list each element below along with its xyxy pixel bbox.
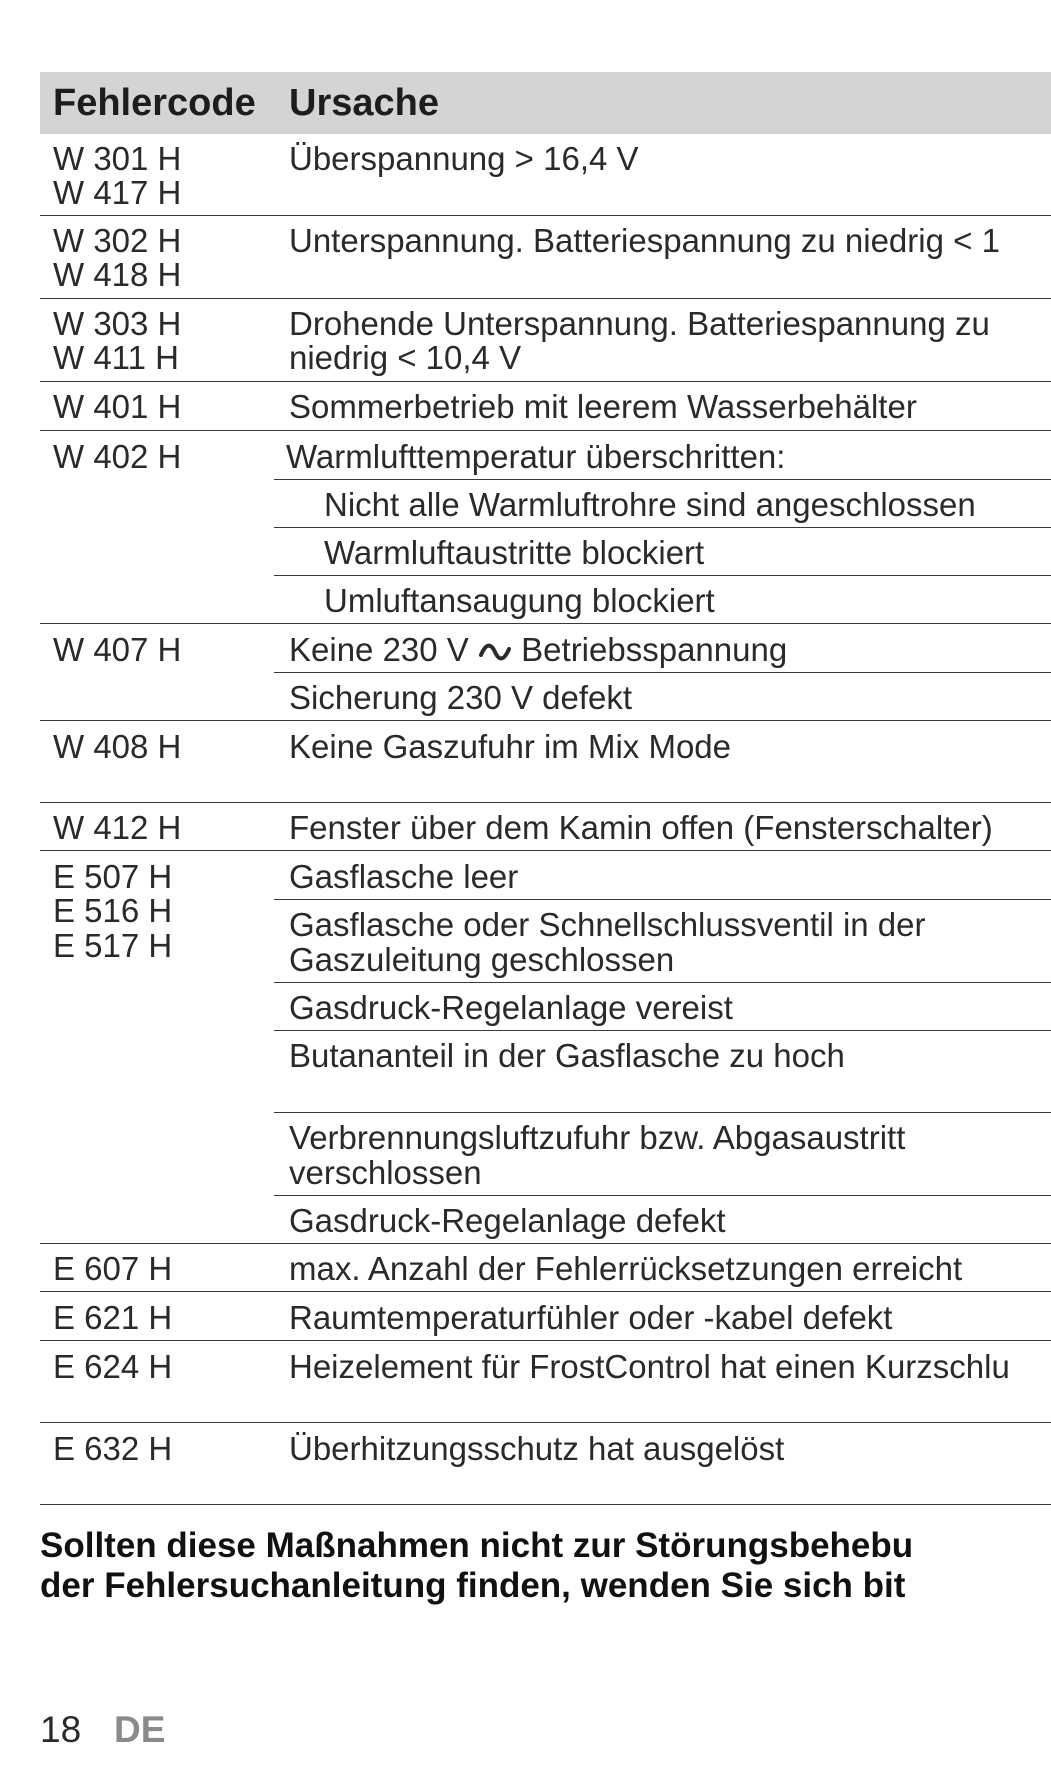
cause-subitem: Warmluftaustritte blockiert [324, 534, 705, 571]
sub-divider [274, 899, 1051, 900]
error-code: W 303 H [53, 305, 182, 342]
cause-text: Gasflasche oder Schnellschlussventil in der [289, 906, 926, 943]
cause-text: Gasdruck-Regelanlage defekt [289, 1202, 726, 1239]
error-code: W 408 H [53, 728, 182, 765]
sub-divider [274, 1112, 1051, 1113]
sub-divider [274, 575, 1051, 576]
error-code: W 401 H [53, 388, 182, 425]
language-badge: DE [114, 1709, 166, 1750]
cause-text: Fenster über dem Kamin offen (Fensterschalter) [289, 809, 993, 846]
page-number: 18 [40, 1709, 82, 1750]
cause-text [289, 632, 787, 667]
cause-text-part: Keine 230 V [289, 631, 469, 668]
header-fehlercode: Fehlercode [53, 82, 256, 124]
cause-text: Sommerbetrieb mit leerem Wasserbehälter [289, 388, 917, 425]
cause-text: Überhitzungsschutz hat ausgelöst [289, 1430, 785, 1467]
sub-divider [274, 479, 1051, 480]
header-ursache: Ursache [289, 82, 439, 124]
cause-text: Sicherung 230 V defekt [289, 679, 633, 716]
cause-text: Verbrennungsluftzufuhr bzw. Abgasaustritt [289, 1119, 906, 1156]
row-divider [40, 802, 1051, 803]
cause-subitem: Nicht alle Warmluftrohre sind angeschlossen [324, 486, 976, 523]
cause-text: Butananteil in der Gasflasche zu hoch [289, 1037, 845, 1074]
error-code: W 302 H [53, 222, 182, 259]
sub-divider [274, 1030, 1051, 1031]
row-divider [40, 215, 1051, 216]
cause-subitem: Umluftansaugung blockiert [324, 582, 715, 619]
cause-text-part: Betriebsspannung [521, 631, 788, 668]
sub-divider [274, 1195, 1051, 1196]
error-code: E 632 H [53, 1430, 173, 1467]
cause-text: Heizelement für FrostControl hat einen Kurzschlu [289, 1348, 1010, 1385]
error-code: W 407 H [53, 631, 182, 668]
ac-wave-icon [478, 642, 512, 662]
sub-divider [274, 672, 1051, 673]
error-code: E 624 H [53, 1348, 173, 1385]
row-divider [40, 850, 1051, 851]
sub-divider [274, 527, 1051, 528]
cause-text: Unterspannung. Batteriespannung zu niedrig < 1 [289, 222, 1000, 259]
error-code: W 301 H [53, 140, 182, 177]
row-divider [40, 1340, 1051, 1341]
cause-text: Keine Gaszufuhr im Mix Mode [289, 728, 732, 765]
cause-text: Raumtemperaturfühler oder -kabel defekt [289, 1299, 893, 1336]
cause-text: Drohende Unterspannung. Batteriespannung zu [289, 305, 990, 342]
cause-text: Gasdruck-Regelanlage vereist [289, 989, 733, 1026]
error-code: W 418 H [53, 256, 182, 293]
error-code: E 507 H [53, 858, 173, 895]
cause-text: Gasflasche leer [289, 858, 519, 895]
error-code: W 412 H [53, 809, 182, 846]
cause-text: max. Anzahl der Fehlerrücksetzungen erreicht [289, 1250, 963, 1287]
row-divider [40, 298, 1051, 299]
error-code: E 516 H [53, 892, 173, 929]
row-divider [40, 1243, 1051, 1244]
cause-text: verschlossen [289, 1154, 482, 1191]
error-code: W 411 H [53, 339, 179, 376]
row-divider [40, 430, 1051, 431]
cause-text: Gaszuleitung geschlossen [289, 941, 675, 978]
cause-text: Überspannung > 16,4 V [289, 140, 639, 177]
error-code: W 402 H [53, 438, 182, 475]
row-divider [40, 1422, 1051, 1423]
cause-text: niedrig < 10,4 V [289, 339, 522, 376]
error-code: E 607 H [53, 1250, 173, 1287]
row-divider [40, 623, 1051, 624]
row-divider [40, 1504, 1051, 1505]
footer-note-line: Sollten diese Maßnahmen nicht zur Störungsbehebu [40, 1526, 914, 1565]
error-code: E 517 H [53, 927, 173, 964]
row-divider [40, 1291, 1051, 1292]
row-divider [40, 381, 1051, 382]
sub-divider [274, 982, 1051, 983]
footer-note-line: der Fehlersuchanleitung finden, wenden Sie sich bit [40, 1566, 906, 1605]
error-code: W 417 H [53, 174, 182, 211]
row-divider [40, 720, 1051, 721]
error-code: E 621 H [53, 1299, 173, 1336]
cause-text: Warmlufttemperatur überschritten: [286, 438, 786, 475]
